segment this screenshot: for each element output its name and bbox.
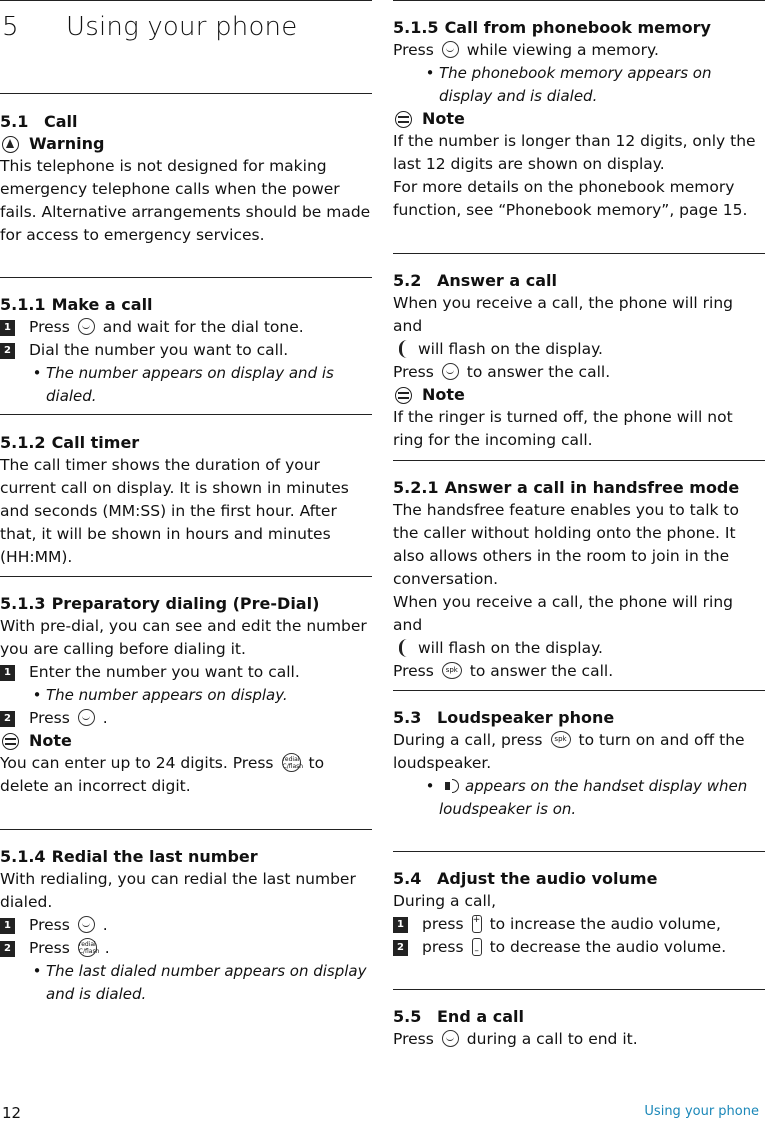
divider: [0, 277, 372, 278]
left-column: [0, 0, 372, 1003]
bullet: • The number appears on display and is dialed.: [32, 364, 334, 405]
step-2: 2 Dial the number you want to call.: [0, 339, 372, 362]
section-heading: 5.3 Loudspeaker phone: [393, 708, 615, 727]
body-text: During a call,: [393, 892, 497, 910]
talk-key-icon: [442, 41, 459, 58]
redial-key-icon: redial C/flash: [282, 753, 301, 772]
bullet: • The phonebook memory appears on display and is dialed.: [425, 64, 712, 105]
section-5-1-1: [0, 277, 372, 408]
step-1: 1 Press and wait for the dial tone.: [0, 316, 372, 339]
speaker-key-icon: spk: [442, 662, 462, 679]
talk-key-icon: [78, 318, 95, 335]
note-heading: Note: [393, 108, 765, 130]
section-heading: 5.1.5 Call from phonebook memory: [393, 18, 711, 37]
talk-key-icon: [442, 1030, 459, 1047]
chapter-name: Using your phone: [66, 12, 298, 42]
talk-key-icon: [78, 916, 95, 933]
body-text: When you receive a call, the phone will ring and will flash on the display.: [393, 593, 733, 657]
body-text: When you receive a call, the phone will ring and will flash on the display.: [393, 294, 733, 358]
divider: [0, 414, 372, 415]
section-5-4: [393, 851, 765, 959]
divider: [393, 690, 765, 691]
phone-icon: [399, 639, 410, 657]
loudspeaker-icon: [445, 778, 459, 794]
divider: [393, 460, 765, 461]
warning-heading: Warning: [0, 133, 372, 155]
note-icon: [395, 111, 412, 128]
section-5-3: [393, 690, 765, 821]
talk-key-icon: [442, 363, 459, 380]
section-heading: 5.4 Adjust the audio volume: [393, 869, 658, 888]
warning-icon: [2, 136, 19, 153]
body-text: With pre-dial, you can see and edit the number you are calling before dialing it.: [0, 617, 367, 658]
chapter-title: [0, 0, 372, 80]
note-text: You can enter up to 24 digits. Press redial C/flash to delete an incorrect digit.: [0, 754, 325, 795]
note-heading: Note: [393, 384, 765, 406]
body-text: Press during a call to end it.: [393, 1030, 638, 1048]
section-heading: 5.1.3 Preparatory dialing (Pre-Dial): [0, 594, 320, 613]
redial-key-icon: redial C/flash: [78, 938, 97, 957]
body-text: Press spk to answer the call.: [393, 662, 614, 680]
page-number: 12: [2, 1104, 22, 1122]
step-1: 1 Enter the number you want to call.: [0, 661, 372, 684]
volume-down-key-icon: –: [472, 938, 482, 956]
section-heading: 5.1 Call: [0, 112, 78, 131]
volume-up-key-icon: +: [472, 915, 482, 933]
section-heading: 5.1.4 Redial the last number: [0, 847, 258, 866]
note-text: For more details on the phonebook memory function, see “Phonebook memory”, page 15.: [393, 178, 748, 219]
step-2: 2 Press .: [0, 707, 372, 730]
body-text: During a call, press spk to turn on and off the loudspeaker.: [393, 731, 745, 772]
chapter-number: 5: [2, 12, 19, 42]
divider: [393, 253, 765, 254]
note-icon: [395, 387, 412, 404]
bullet: • appears on the handset display when loudspeaker is on.: [425, 777, 748, 818]
body-text: Press to answer the call.: [393, 363, 611, 381]
bullet: • The number appears on display.: [32, 686, 288, 704]
body-text: The call timer shows the duration of your current call on display. It is shown in minutes and seconds (MM:SS) in the first hour. After that, it will be shown in hours and minutes (HH:MM).: [0, 456, 349, 566]
footer-title: Using your phone: [644, 1104, 759, 1119]
section-5-1-4: [0, 829, 372, 1006]
divider: [0, 93, 372, 94]
section-5-1-5: [393, 0, 765, 222]
note-icon: [2, 733, 19, 750]
divider: [0, 0, 372, 1]
section-heading: 5.2 Answer a call: [393, 271, 558, 290]
step-1: 1 Press .: [0, 914, 372, 937]
section-heading: 5.5 End a call: [393, 1007, 524, 1026]
note-text: If the number is longer than 12 digits, only the last 12 digits are shown on display.: [393, 132, 756, 173]
body-text: The handsfree feature enables you to talk to the caller without holding onto the phone. It also allows others in the room to join in the conversation.: [393, 501, 739, 588]
divider: [393, 851, 765, 852]
talk-key-icon: [78, 709, 95, 726]
note-text: If the ringer is turned off, the phone will not ring for the incoming call.: [393, 408, 733, 449]
section-5-1-2: [0, 414, 372, 569]
note-heading: Note: [0, 730, 372, 752]
bullet: • The last dialed number appears on display and is dialed.: [32, 962, 367, 1003]
step-2: 2 press – to decrease the audio volume.: [393, 936, 765, 959]
section-heading: 5.1.1 Make a call: [0, 295, 153, 314]
divider: [0, 829, 372, 830]
section-heading: 5.2.1 Answer a call in handsfree mode: [393, 478, 740, 497]
step-1: 1 press + to increase the audio volume,: [393, 913, 765, 936]
section-5-2-1: [393, 460, 765, 683]
section-5-2: [393, 253, 765, 452]
speaker-key-icon: spk: [551, 731, 571, 748]
phone-icon: [399, 340, 410, 358]
section-5-5: [393, 989, 765, 1051]
divider: [0, 576, 372, 577]
section-5-1: [0, 93, 372, 247]
body-text: With redialing, you can redial the last number dialed.: [0, 870, 356, 911]
warning-text: This telephone is not designed for making emergency telephone calls when the power fails. Alternative arrangements should be made for access to emergency services.: [0, 157, 371, 244]
divider: [393, 989, 765, 990]
section-5-1-3: [0, 576, 372, 798]
body-text: Press while viewing a memory.: [393, 41, 659, 59]
divider: [393, 0, 765, 1]
section-heading: 5.1.2 Call timer: [0, 433, 140, 452]
step-2: 2 Press redial C/flash .: [0, 937, 372, 960]
